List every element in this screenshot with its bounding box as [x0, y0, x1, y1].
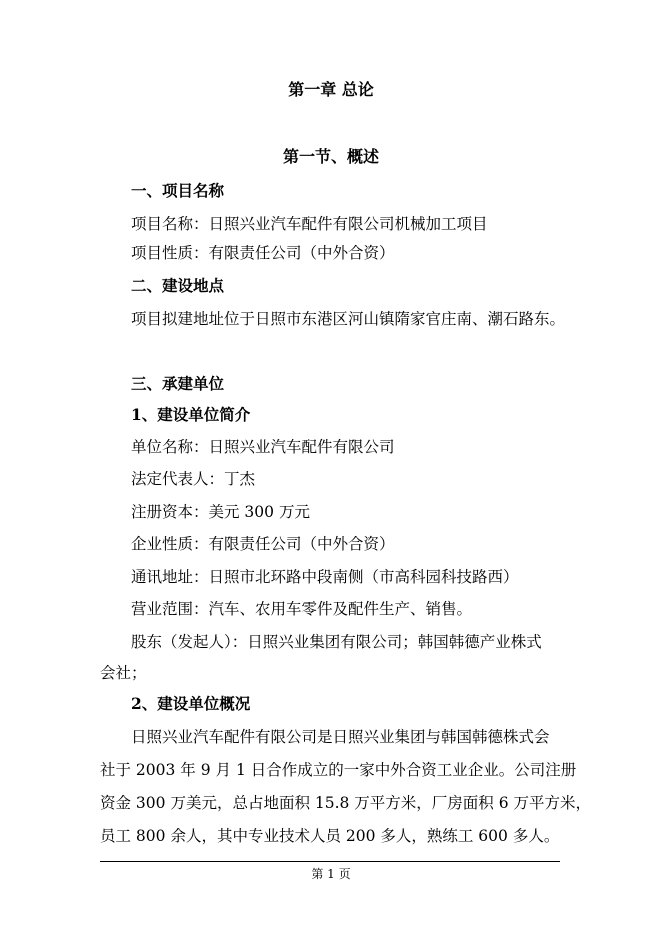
heading-builder-overview: 2、建设单位概况	[131, 694, 251, 713]
overview-line-1: 日照兴业汽车配件有限公司是日照兴业集团与韩国韩德株式会	[131, 728, 550, 746]
unit-name: 单位名称：日照兴业汽车配件有限公司	[131, 438, 395, 456]
section-title: 第一节、概述	[282, 147, 379, 166]
registered-capital: 注册资本：美元 300 万元	[131, 503, 310, 521]
legal-representative: 法定代表人：丁杰	[131, 470, 256, 488]
heading-project-name: 一、项目名称	[131, 181, 225, 200]
heading-builder-intro: 1、建设单位简介	[131, 405, 251, 424]
shareholders-line-2: 会社；	[100, 664, 147, 682]
heading-builder: 三、承建单位	[131, 374, 225, 393]
business-scope: 营业范围：汽车、农用车零件及配件生产、销售。	[131, 600, 473, 618]
enterprise-nature: 企业性质：有限责任公司（中外合资）	[131, 535, 395, 553]
address: 通讯地址：日照市北环路中段南侧（市高科园科技路西）	[131, 568, 519, 586]
shareholders-line-1: 股东（发起人）：日照兴业集团有限公司；韩国韩德产业株式	[131, 633, 542, 651]
chapter-title: 第一章 总论	[288, 80, 374, 99]
project-nature: 项目性质：有限责任公司（中外合资）	[131, 244, 395, 262]
overview-line-4: 员工 800 余人，其中专业技术人员 200 多人，熟练工 600 多人。	[100, 827, 560, 845]
page-number: 第 1 页	[311, 867, 351, 881]
project-name: 项目名称：日照兴业汽车配件有限公司机械加工项目	[131, 215, 488, 233]
footer-rule	[100, 861, 560, 862]
location-text: 项目拟建地址位于日照市东港区河山镇隋家官庄南、潮石路东。	[131, 310, 566, 328]
overview-line-2: 社于 2003 年 9 月 1 日合作成立的一家中外合资工业企业。公司注册	[100, 761, 577, 779]
heading-location: 二、建设地点	[131, 276, 225, 295]
overview-line-3: 资金 300 万美元，总占地面积 15.8 万平方米，厂房面积 6 万平方米，	[100, 794, 592, 812]
